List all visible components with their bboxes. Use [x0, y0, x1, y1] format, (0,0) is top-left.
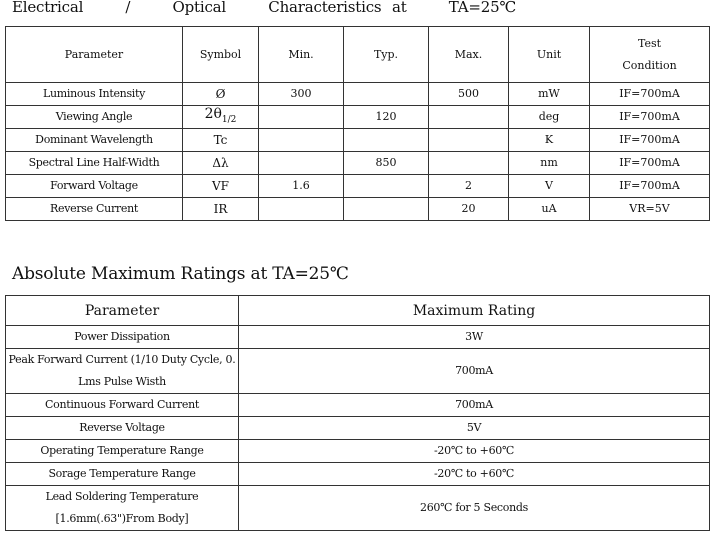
parameter-cell: Forward Voltage — [6, 175, 183, 198]
max-cell — [429, 129, 509, 152]
table-row — [6, 417, 710, 440]
parameter-cell: Luminous Intensity — [6, 83, 183, 106]
table-row — [6, 463, 710, 486]
table-row — [6, 349, 710, 394]
unit-cell: nm — [509, 152, 590, 175]
min-cell — [259, 198, 344, 221]
typ-cell — [344, 83, 429, 106]
table-row — [6, 198, 710, 221]
parameter-cell: Dominant Wavelength — [6, 129, 183, 152]
typ-cell: 120 — [344, 106, 429, 129]
parameter-cell: Spectral Line Half-Width — [6, 152, 183, 175]
rating-cell: -20℃ to +60℃ — [239, 440, 710, 463]
header-min: Min. — [259, 27, 344, 83]
parameter-line2: [1.6mm(.63")From Body] — [55, 512, 189, 525]
rating-cell: 5V — [239, 417, 710, 440]
table-row — [6, 175, 710, 198]
header-max: Max. — [429, 27, 509, 83]
parameter-cell: Sorage Temperature Range — [6, 463, 239, 486]
typ-cell: 850 — [344, 152, 429, 175]
min-cell — [259, 129, 344, 152]
table-row — [6, 152, 710, 175]
condition-cell: IF=700mA — [590, 106, 710, 129]
unit-cell: deg — [509, 106, 590, 129]
max-cell — [429, 106, 509, 129]
max-cell: 500 — [429, 83, 509, 106]
parameter-line1: Lead Soldering Temperature — [45, 490, 199, 503]
min-cell: 1.6 — [259, 175, 344, 198]
typ-cell — [344, 129, 429, 152]
min-cell — [259, 106, 344, 129]
symbol-cell: IR — [183, 198, 259, 221]
electrical-characteristics-table — [5, 26, 710, 221]
min-cell: 300 — [259, 83, 344, 106]
header-parameter: Parameter — [6, 296, 239, 326]
max-cell: 20 — [429, 198, 509, 221]
parameter-line1: Peak Forward Current (1/10 Duty Cycle, 0. — [8, 353, 236, 366]
table-header-row — [6, 296, 710, 326]
table-row — [6, 326, 710, 349]
typ-cell — [344, 175, 429, 198]
header-typ: Typ. — [344, 27, 429, 83]
parameter-cell: Power Dissipation — [6, 326, 239, 349]
table-row — [6, 486, 710, 531]
symbol-cell: Ø — [183, 83, 259, 106]
header-unit: Unit — [509, 27, 590, 83]
max-cell — [429, 152, 509, 175]
condition-cell: IF=700mA — [590, 152, 710, 175]
condition-cell: IF=700mA — [590, 175, 710, 198]
header-test-line2: Condition — [622, 58, 677, 72]
condition-cell: IF=700mA — [590, 83, 710, 106]
parameter-line2: Lms Pulse Wisth — [78, 375, 166, 388]
symbol-cell: VF — [183, 175, 259, 198]
header-parameter: Parameter — [6, 27, 183, 83]
rating-cell: 260℃ for 5 Seconds — [239, 486, 710, 531]
symbol-cell: Δλ — [183, 152, 259, 175]
absolute-ratings-section-title: Absolute Maximum Ratings at TA=25℃ — [12, 264, 349, 284]
electrical-section-title: Electrical / Optical Characteristics at TA=25℃ — [12, 0, 517, 16]
unit-cell: K — [509, 129, 590, 152]
table-row — [6, 83, 710, 106]
rating-cell: 700mA — [239, 349, 710, 394]
rating-cell: -20℃ to +60℃ — [239, 463, 710, 486]
condition-cell: VR=5V — [590, 198, 710, 221]
unit-cell: V — [509, 175, 590, 198]
min-cell — [259, 152, 344, 175]
symbol-cell: Tc — [183, 129, 259, 152]
unit-cell: mW — [509, 83, 590, 106]
table-row — [6, 129, 710, 152]
rating-cell: 700mA — [239, 394, 710, 417]
parameter-cell: Continuous Forward Current — [6, 394, 239, 417]
symbol-cell — [183, 106, 259, 129]
parameter-cell: Viewing Angle — [6, 106, 183, 129]
parameter-cell: Reverse Voltage — [6, 417, 239, 440]
parameter-cell: Reverse Current — [6, 198, 183, 221]
table-row — [6, 106, 710, 129]
header-test-line1: Test — [637, 36, 662, 50]
parameter-cell — [6, 486, 239, 531]
unit-cell: uA — [509, 198, 590, 221]
typ-cell — [344, 198, 429, 221]
parameter-cell: Operating Temperature Range — [6, 440, 239, 463]
header-symbol: Symbol — [183, 27, 259, 83]
condition-cell: IF=700mA — [590, 129, 710, 152]
header-maximum-rating: Maximum Rating — [239, 296, 710, 326]
parameter-cell — [6, 349, 239, 394]
max-cell: 2 — [429, 175, 509, 198]
rating-cell: 3W — [239, 326, 710, 349]
table-row — [6, 394, 710, 417]
table-header-row — [6, 27, 710, 83]
table-row — [6, 440, 710, 463]
header-test-condition — [590, 27, 710, 83]
absolute-maximum-ratings-table — [5, 295, 710, 531]
symbol-main: 2θ — [204, 106, 222, 123]
symbol-subscript: 1/2 — [221, 114, 237, 125]
